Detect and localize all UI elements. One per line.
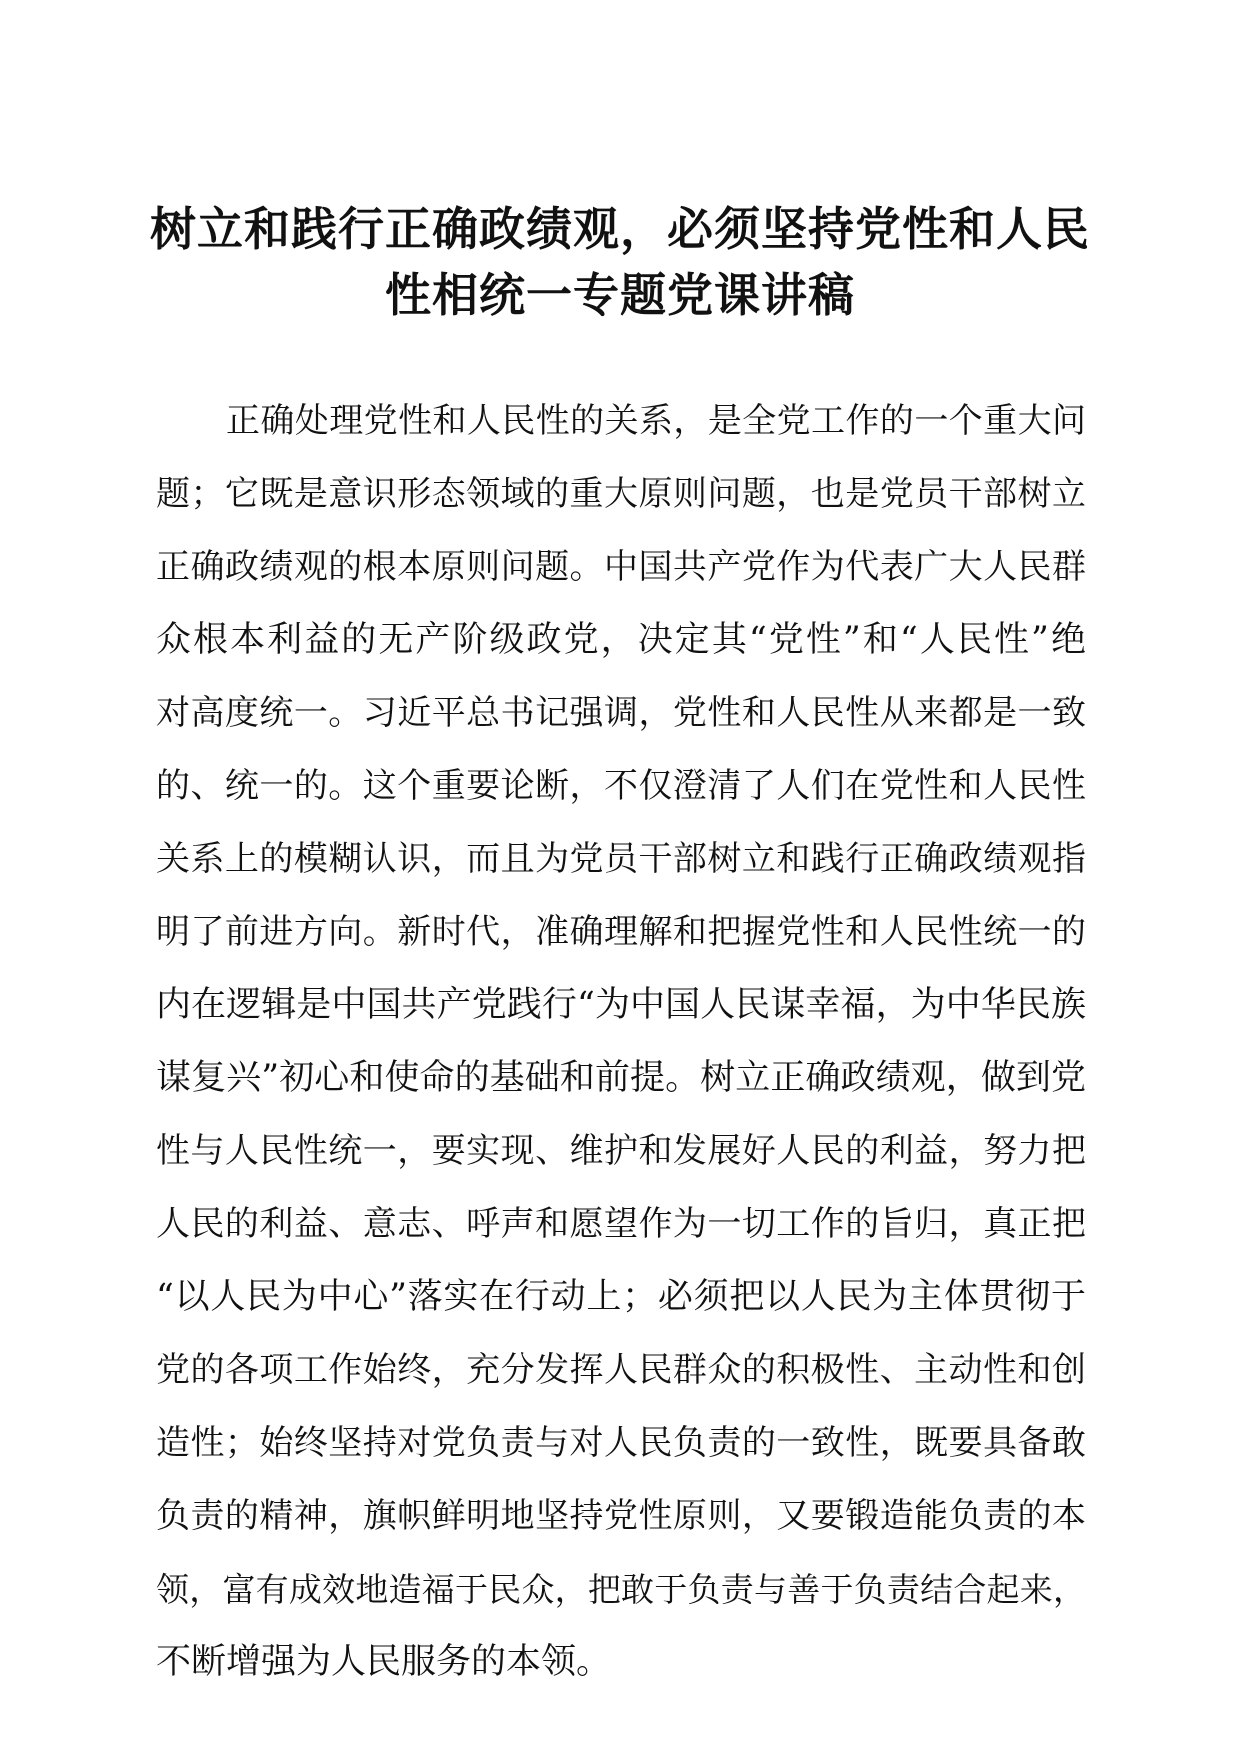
- paragraph-line-10: 谋复兴”初心和使命的基础和前提。树立正确政绩观，做到党: [156, 1058, 1086, 1098]
- paragraph-line-14: 党的各项工作始终，充分发挥人民群众的积极性、主动性和创: [156, 1350, 1086, 1390]
- title-line-1: 树立和践行正确政绩观，必须坚持党性和人民: [150, 202, 1090, 256]
- title-line-2: 性相统一专题党课讲稿: [385, 268, 855, 322]
- document-title: [150, 196, 1090, 328]
- paragraph-line-7: 关系上的模糊认识，而且为党员干部树立和践行正确政绩观指: [156, 839, 1086, 879]
- paragraph-line-6: 的、统一的。这个重要论断，不仅澄清了人们在党性和人民性: [156, 766, 1086, 806]
- paragraph-line-4: 众根本利益的无产阶级政党，决定其“党性”和“人民性”绝: [156, 620, 1086, 660]
- paragraph-line-11: 性与人民性统一，要实现、维护和发展好人民的利益，努力把: [156, 1131, 1086, 1171]
- paragraph-line-5: 对高度统一。习近平总书记强调，党性和人民性从来都是一致: [156, 693, 1086, 733]
- paragraph-line-18: 不断增强为人民服务的本领。: [156, 1642, 612, 1682]
- paragraph-line-2: 题；它既是意识形态领域的重大原则问题，也是党员干部树立: [156, 474, 1086, 514]
- paragraph-line-1: 正确处理党性和人民性的关系，是全党工作的一个重大问: [226, 401, 1086, 441]
- paragraph-line-15: 造性；始终坚持对党负责与对人民负责的一致性，既要具备敢: [156, 1423, 1086, 1463]
- paragraph-line-8: 明了前进方向。新时代，准确理解和把握党性和人民性统一的: [156, 912, 1086, 952]
- paragraph-line-12: 人民的利益、意志、呼声和愿望作为一切工作的旨归，真正把: [156, 1204, 1086, 1244]
- body-paragraph: [156, 385, 1086, 1699]
- paragraph-line-9: 内在逻辑是中国共产党践行“为中国人民谋幸福，为中华民族: [156, 985, 1086, 1025]
- paragraph-line-13: “以人民为中心”落实在行动上；必须把以人民为主体贯彻于: [156, 1277, 1086, 1317]
- paragraph-line-17: 领，富有成效地造福于民众，把敢于负责与善于负责结合起来，: [156, 1570, 1086, 1609]
- paragraph-line-16: 负责的精神，旗帜鲜明地坚持党性原则，又要锻造能负责的本: [156, 1496, 1086, 1536]
- paragraph-line-3: 正确政绩观的根本原则问题。中国共产党作为代表广大人民群: [156, 547, 1086, 587]
